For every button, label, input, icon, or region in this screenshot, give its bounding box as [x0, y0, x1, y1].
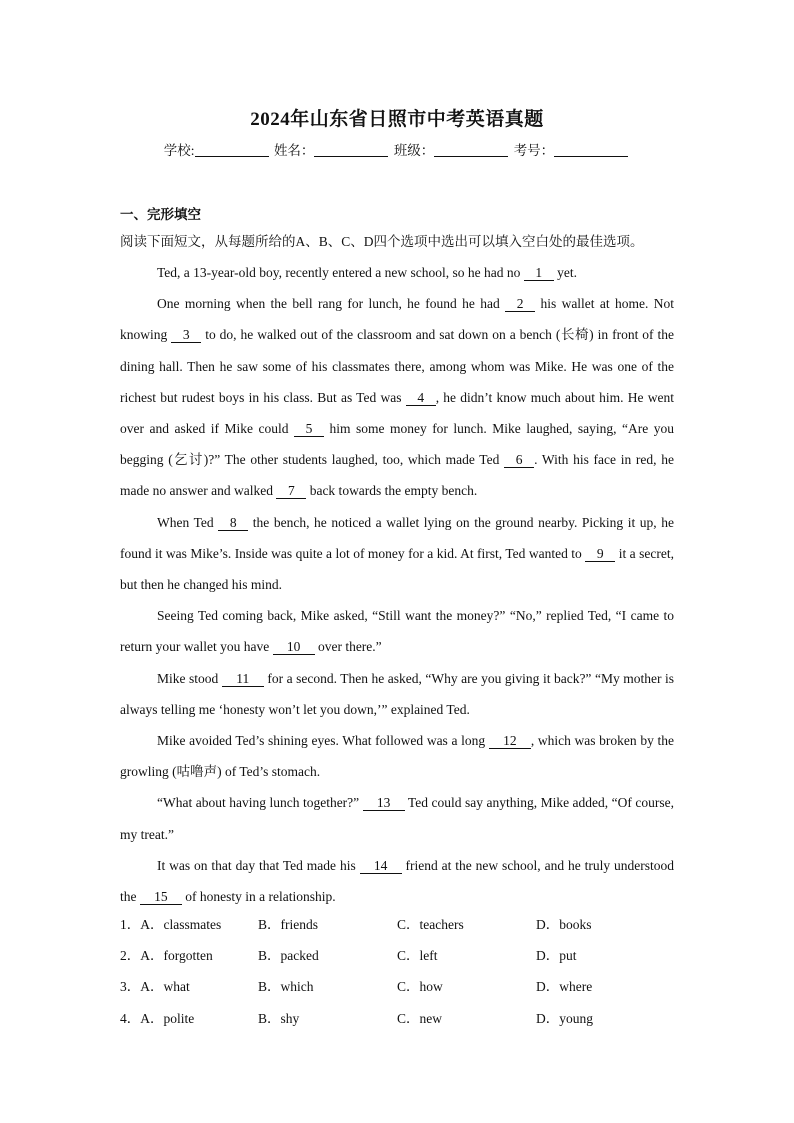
- passage-text: him some money for lunch. Mike laughed, saying, “Are you begging (乞讨)?” The other students laughed, too, which made Ted: [120, 421, 674, 468]
- passage-text: back towards the empty bench.: [306, 483, 478, 499]
- exam-number-blank: [554, 142, 628, 157]
- option-b[interactable]: B．friends: [258, 917, 318, 932]
- passage-text: It was on that day that Ted made his: [157, 857, 360, 873]
- question-options-row: [120, 971, 680, 1002]
- answer-options: [120, 909, 680, 1034]
- option-c[interactable]: C．left: [397, 948, 438, 964]
- option-a[interactable]: 4．A．polite: [120, 1010, 195, 1026]
- passage-text: Ted, a 13-year-old boy, recently entered a new school, so he had no: [157, 265, 524, 280]
- passage-text: his wallet at home. Not knowing: [120, 296, 674, 343]
- passage-text: , he didn’t know much about him. He went over and asked if Mike could: [120, 389, 674, 437]
- blank-12: 12: [489, 734, 531, 749]
- paragraph: [120, 850, 674, 912]
- passage-text: it a secret, but then he changed his mind.: [120, 545, 674, 593]
- option-b[interactable]: B．shy: [258, 1010, 300, 1026]
- paragraph: [120, 507, 674, 601]
- option-c[interactable]: C．how: [397, 979, 443, 995]
- paragraph: [120, 725, 674, 787]
- option-b[interactable]: B．packed: [258, 948, 319, 964]
- blank-1: 1: [524, 266, 554, 281]
- blank-2: 2: [505, 297, 535, 312]
- passage-text: “What about having lunch together?”: [157, 795, 363, 811]
- passage-text: the bench, he noticed a wallet lying on the ground nearby. Picking it up, he found it was Mike’s. Inside was quite a lot of money for a kid. At first, Ted wanted to: [120, 514, 674, 561]
- option-a[interactable]: 1．A．classmates: [120, 917, 222, 932]
- class-label: 班级：: [393, 143, 435, 158]
- option-d[interactable]: D．where: [536, 979, 593, 995]
- option-d[interactable]: D．books: [536, 917, 592, 932]
- passage-text: Mike avoided Ted’s shining eyes. What followed was a long: [157, 733, 489, 749]
- passage-text: over there.”: [314, 639, 382, 655]
- option-c[interactable]: C．teachers: [397, 917, 464, 932]
- passage-text: friend at the new school, and he truly understood the: [120, 857, 674, 905]
- school-blank: [195, 142, 269, 157]
- passage-text: Seeing Ted coming back, Mike asked, “Still want the money?” “No,” replied Ted, “I came to return your wallet you have: [120, 608, 674, 655]
- blank-15: 15: [140, 890, 182, 905]
- blank-11: 11: [222, 672, 264, 687]
- paragraph: [120, 600, 674, 662]
- passage-text: One morning when the bell rang for lunch, he found he had: [157, 296, 506, 312]
- class-blank: [434, 142, 508, 157]
- paragraph: [120, 288, 674, 506]
- blank-4: 4: [406, 391, 436, 406]
- blank-14: 14: [360, 859, 402, 874]
- cloze-passage: [120, 257, 674, 912]
- passage-text: of honesty in a relationship.: [181, 889, 336, 905]
- paragraph: [120, 257, 674, 288]
- name-blank: [314, 142, 388, 157]
- blank-3: 3: [171, 328, 201, 343]
- paragraph: [120, 663, 674, 725]
- question-options-row: [120, 1003, 680, 1034]
- passage-text: to do, he walked out of the classroom and sat down on a bench (长椅) in front of the dining hall. Then he saw some of his classmates there, among whom was Mike. He was one of the richest but rudest boys in his class. But as Ted was: [120, 327, 675, 405]
- blank-10: 10: [273, 640, 315, 655]
- passage-text: Ted could say anything, Mike added, “Of course, my treat.”: [120, 795, 675, 842]
- blank-5: 5: [294, 422, 324, 437]
- page-title: 2024年山东省日照市中考英语真题: [250, 109, 544, 130]
- passage-text: for a second. Then he asked, “Why are you giving it back?” “My mother is always telling me ‘honesty won’t let you down,’” explained Ted.: [120, 670, 674, 717]
- passage-text: yet.: [553, 265, 578, 280]
- question-options-row: [120, 940, 680, 971]
- name-label: 姓名：: [273, 143, 315, 158]
- school-label: 学校:: [163, 143, 195, 158]
- option-d[interactable]: D．put: [536, 948, 577, 964]
- section-instruction: 阅读下面短文，从每题所给的A、B、C、D四个选项中选出可以填入空白处的最佳选项。: [120, 234, 644, 249]
- blank-13: 13: [363, 796, 405, 811]
- question-options-row: [120, 909, 680, 940]
- blank-7: 7: [276, 484, 306, 499]
- question-number: 4．: [120, 1010, 141, 1026]
- blank-8: 8: [218, 516, 248, 531]
- exam-number-label: 考号：: [513, 143, 555, 158]
- question-number: 1．: [120, 917, 141, 932]
- option-c[interactable]: C．new: [397, 1010, 442, 1026]
- question-number: 3．: [120, 979, 141, 995]
- section-heading: 一、完形填空: [120, 207, 201, 222]
- passage-text: , which was broken by the growling (咕噜声) of Ted’s stomach.: [120, 733, 674, 780]
- option-b[interactable]: B．which: [258, 979, 314, 995]
- paragraph: [120, 787, 674, 849]
- passage-text: Mike stood: [157, 670, 222, 686]
- option-a[interactable]: 3．A．what: [120, 979, 190, 995]
- passage-text: . With his face in red, he made no answer and walked: [120, 452, 675, 499]
- question-number: 2．: [120, 948, 141, 964]
- blank-6: 6: [504, 453, 534, 468]
- student-info-line: [0, 139, 794, 159]
- option-a[interactable]: 2．A．forgotten: [120, 948, 213, 964]
- blank-9: 9: [585, 547, 615, 562]
- option-d[interactable]: D．young: [536, 1010, 593, 1026]
- passage-text: When Ted: [157, 514, 219, 530]
